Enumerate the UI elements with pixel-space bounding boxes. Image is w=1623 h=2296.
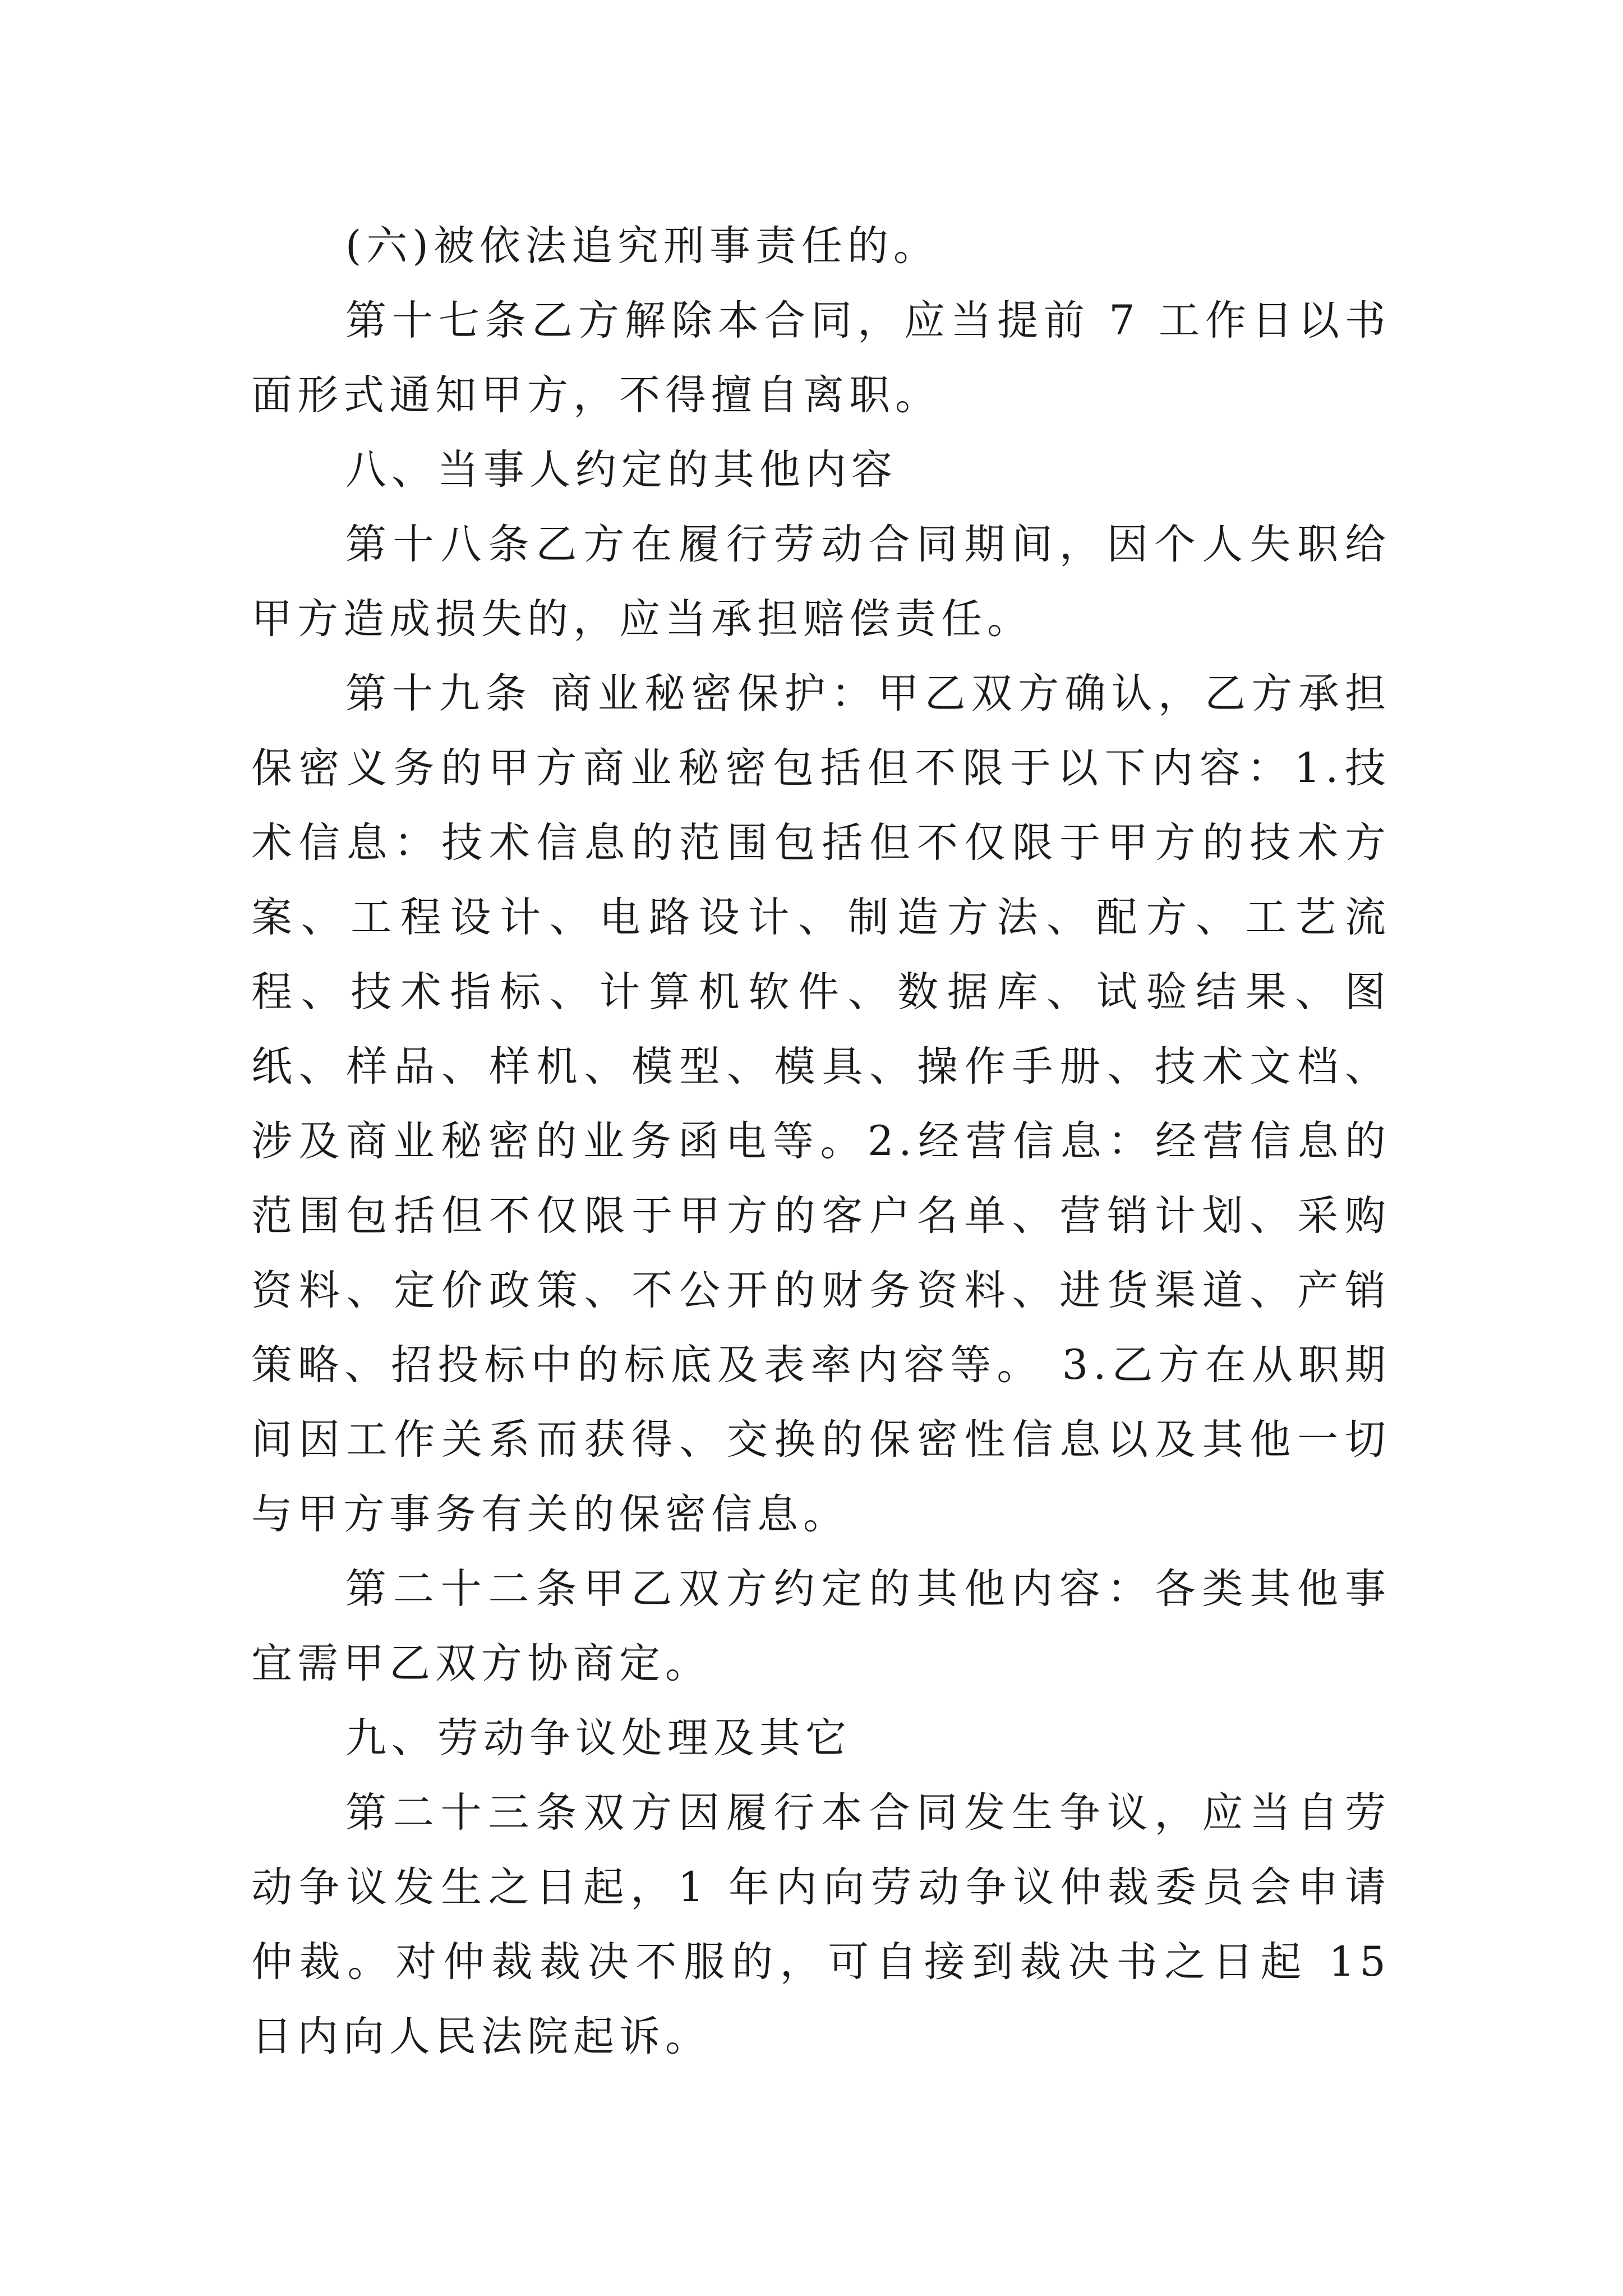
paragraph-article-18: 第十八条乙方在履行劳动合同期间，因个人失职给甲方造成损失的，应当承担赔偿责任。 bbox=[251, 521, 1391, 643]
contract-body bbox=[251, 209, 1391, 2074]
paragraph-article-17: 第十七条乙方解除本合同，应当提前 7 工作日以书面形式通知甲方，不得擅自离职。 bbox=[251, 297, 1391, 419]
paragraph-article-22: 第二十二条甲乙双方约定的其他内容：各类其他事宜需甲乙双方协商定。 bbox=[251, 1565, 1391, 1687]
section-heading-9: 九、劳动争议处理及其它 bbox=[345, 1714, 851, 1762]
paragraph-article-19: 第十九条 商业秘密保护：甲乙双方确认，乙方承担保密义务的甲方商业秘密包括但不限于以下内容：1.技术信息：技术信息的范围包括但不仅限于甲方的技术方案、工程设计、电路设计、制造方法、配方、工艺流程、技术指标、计算机软件、数据库、试验结果、图纸、样品、样机、模型、模具、操作手册、技术文档、涉及商业秘密的业务函电等。2.经营信息：经营信息的范围包括但不仅限于甲方的客户名单、营销计划、采购资料、定价政策、不公开的财务资料、进货渠道、产销策略、招投标中的标底及表率内容等。 3.乙方在从职期间因工作关系而获得、交换的保密性信息以及其他一切与甲方事务有关的保密信息。 bbox=[251, 670, 1391, 1538]
paragraph-article-23: 第二十三条双方因履行本合同发生争议，应当自劳动争议发生之日起，1 年内向劳动争议仲裁委员会申请仲裁。对仲裁裁决不服的，可自接到裁决书之日起 15 日内向人民法院起诉。 bbox=[251, 1789, 1391, 2060]
paragraph-clause-6: (六)被依法追究刑事责任的。 bbox=[345, 222, 939, 270]
section-heading-8: 八、当事人约定的其他内容 bbox=[345, 446, 897, 494]
